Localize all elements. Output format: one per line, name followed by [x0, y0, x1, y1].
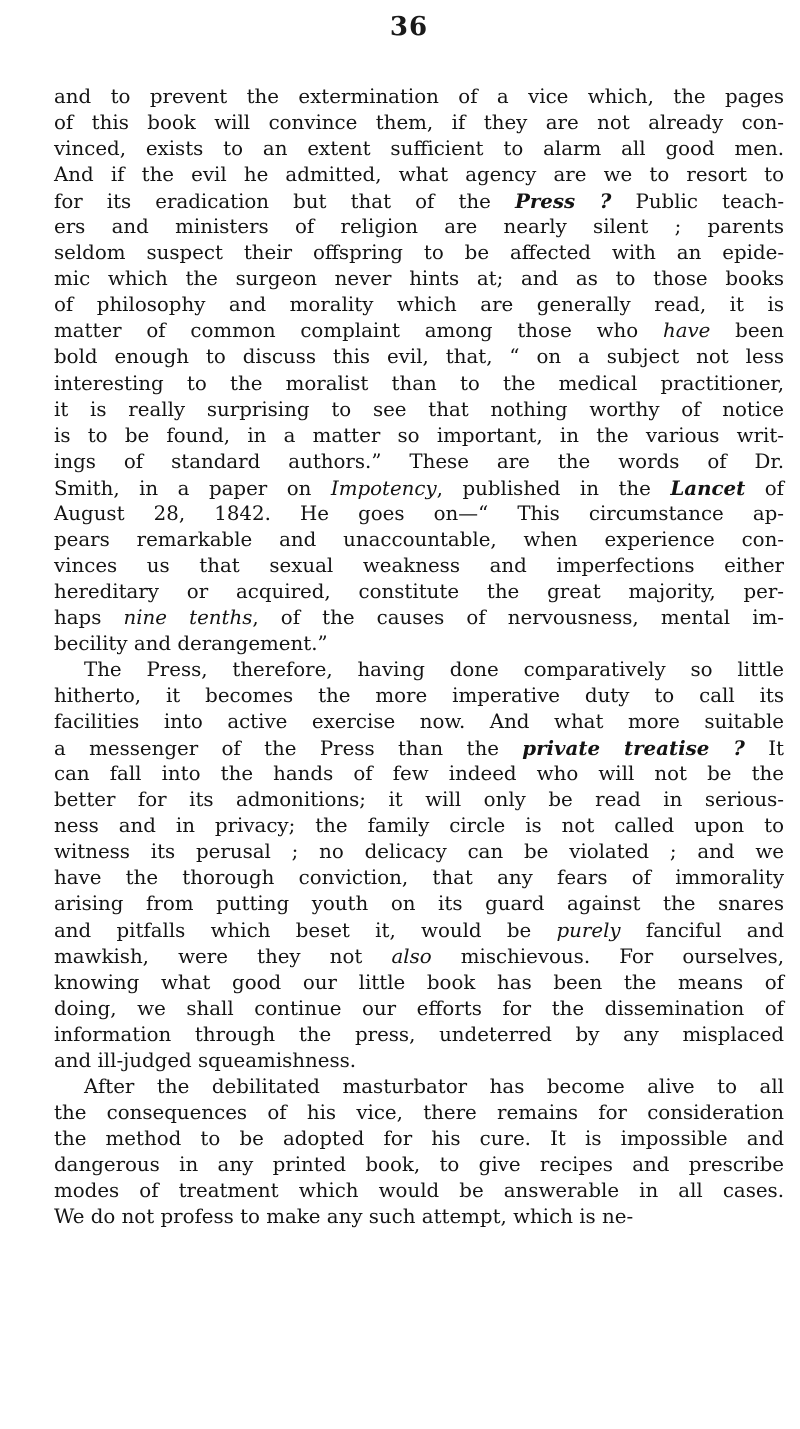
text-run: for its eradication but that of the [54, 190, 515, 214]
emphasis-text: Lancet [670, 475, 746, 500]
text-line [54, 631, 784, 657]
text-run: ers and ministers of religion are nearly silent ; parents [54, 215, 784, 239]
text-line [54, 1152, 784, 1178]
text-run: After the debilitated masturbator has become alive to all [84, 1074, 784, 1098]
body-text [54, 84, 784, 1230]
text-run: August 28, 1842. He goes on—“ This circumstance ap- [54, 501, 784, 525]
text-line [54, 449, 784, 475]
text-line [54, 266, 784, 292]
text-run: the method to be adopted for his cure. It is impossible and [54, 1126, 784, 1150]
text-run: vinces us that sexual weakness and imperfections either [54, 553, 784, 577]
text-run: haps [54, 605, 124, 629]
text-run: And if the evil he admitted, what agency are we to resort to [54, 163, 784, 187]
text-line [54, 344, 784, 370]
text-line [54, 813, 784, 839]
text-line [54, 501, 784, 527]
text-line [54, 970, 784, 996]
emphasis-text: Press ? [514, 189, 612, 214]
text-line [54, 761, 784, 787]
text-run: it is really surprising to see that nothing worthy of notice [54, 397, 784, 421]
text-line [54, 1204, 784, 1230]
emphasis-text: Impotency [330, 476, 437, 500]
text-run: arising from putting youth on its guard against the snares [54, 892, 784, 916]
text-line [54, 787, 784, 813]
text-run: modes of treatment which would be answerable in all cases. [54, 1178, 784, 1202]
text-run: and to prevent the extermination of a vice which, the pages [54, 85, 784, 108]
text-line [54, 1126, 784, 1152]
text-line [54, 84, 784, 110]
text-run: hereditary or acquired, constitute the great majority, per- [54, 579, 784, 603]
text-run: a messenger of the Press than the [54, 737, 523, 761]
text-line [54, 996, 784, 1022]
text-run: seldom suspect their offspring to be affected with an epide- [54, 241, 784, 265]
text-line [54, 188, 784, 214]
text-run: witness its perusal ; no delicacy can be violated ; and we [54, 840, 784, 864]
text-run: interesting to the moralist than to the medical practitioner, [54, 371, 784, 395]
text-line [54, 527, 784, 553]
text-line [54, 865, 784, 891]
text-line [54, 735, 784, 761]
emphasis-text: purely [556, 918, 621, 942]
text-run: Public teach- [611, 190, 784, 214]
emphasis-text: also [391, 944, 432, 968]
text-run: mic which the surgeon never hints at; and as to those books [54, 267, 784, 291]
text-run: mawkish, were they not [54, 944, 392, 968]
page-number: 36 [389, 12, 429, 42]
text-line [54, 397, 784, 423]
text-run: information through the press, undeterred by any misplaced [54, 1022, 784, 1046]
text-run: the consequences of his vice, there remains for consideration [54, 1100, 784, 1124]
text-line [54, 136, 784, 162]
text-line [54, 1074, 784, 1100]
text-run: , published in the [436, 476, 671, 500]
text-line [54, 553, 784, 579]
text-run: hitherto, it becomes the more imperative duty to call its [54, 684, 784, 708]
text-line [54, 423, 784, 449]
text-line [54, 110, 784, 136]
text-line [54, 240, 784, 266]
paragraph [54, 1074, 784, 1230]
text-run: matter of common complaint among those who [54, 319, 663, 343]
text-run: ness and in privacy; the family circle is not called upon to [54, 814, 784, 838]
text-run: and ill-judged squeamishness. [54, 1048, 357, 1072]
text-run: and pitfalls which beset it, would be [54, 918, 557, 942]
text-line [54, 371, 784, 397]
text-run: is to be found, in a matter so important, in the various writ- [54, 423, 784, 447]
text-run: have the thorough conviction, that any fears of immorality [54, 866, 784, 890]
text-line [54, 1022, 784, 1048]
text-line [54, 214, 784, 240]
text-line [54, 162, 784, 188]
emphasis-text: nine tenths [123, 605, 253, 629]
text-line [54, 918, 784, 944]
text-line [54, 292, 784, 318]
text-run: facilities into active exercise now. And what more suitable [54, 710, 784, 734]
text-run: bold enough to discuss this evil, that, “ on a subject not less [54, 345, 784, 369]
text-run: mischievous. For ourselves, [431, 944, 784, 968]
text-line [54, 1100, 784, 1126]
paragraph [54, 84, 784, 657]
text-line [54, 891, 784, 917]
text-line [54, 1178, 784, 1204]
text-run: fanciful and [620, 918, 784, 942]
text-line [54, 579, 784, 605]
emphasis-text: private treatise ? [522, 736, 745, 761]
text-run: knowing what good our little book has been the means of [54, 970, 784, 994]
text-line [54, 709, 784, 735]
text-line [54, 605, 784, 631]
text-run: ings of standard authors.” These are the words of Dr. [54, 449, 784, 473]
text-line [54, 944, 784, 970]
text-run: doing, we shall continue our efforts for the dissemination of [54, 996, 784, 1020]
paragraph [54, 657, 784, 1074]
text-line [54, 1048, 784, 1074]
text-run: of [745, 476, 784, 500]
text-line [54, 683, 784, 709]
text-run: becility and derangement.” [54, 631, 328, 655]
text-run: pears remarkable and unaccountable, when experience con- [54, 527, 784, 551]
emphasis-text: have [662, 319, 711, 343]
text-run: The Press, therefore, having done comparatively so little [84, 658, 784, 682]
text-run: been [710, 319, 784, 343]
text-run: It [744, 737, 784, 761]
text-line [54, 657, 784, 683]
text-run: of philosophy and morality which are generally read, it is [54, 293, 784, 317]
text-line [54, 475, 784, 501]
text-run: dangerous in any printed book, to give recipes and prescribe [54, 1152, 784, 1176]
text-run: can fall into the hands of few indeed who will not be the [54, 762, 784, 786]
text-run: Smith, in a paper on [54, 476, 331, 500]
text-line [54, 318, 784, 344]
text-run: better for its admonitions; it will only be read in serious- [54, 788, 784, 812]
text-run: , of the causes of nervousness, mental im- [252, 605, 784, 629]
text-line [54, 839, 784, 865]
text-run: vinced, exists to an extent sufficient to alarm all good men. [54, 137, 784, 161]
text-run: of this book will convince them, if they are not already con- [54, 111, 784, 135]
text-run: We do not profess to make any such attempt, which is ne- [54, 1205, 634, 1229]
